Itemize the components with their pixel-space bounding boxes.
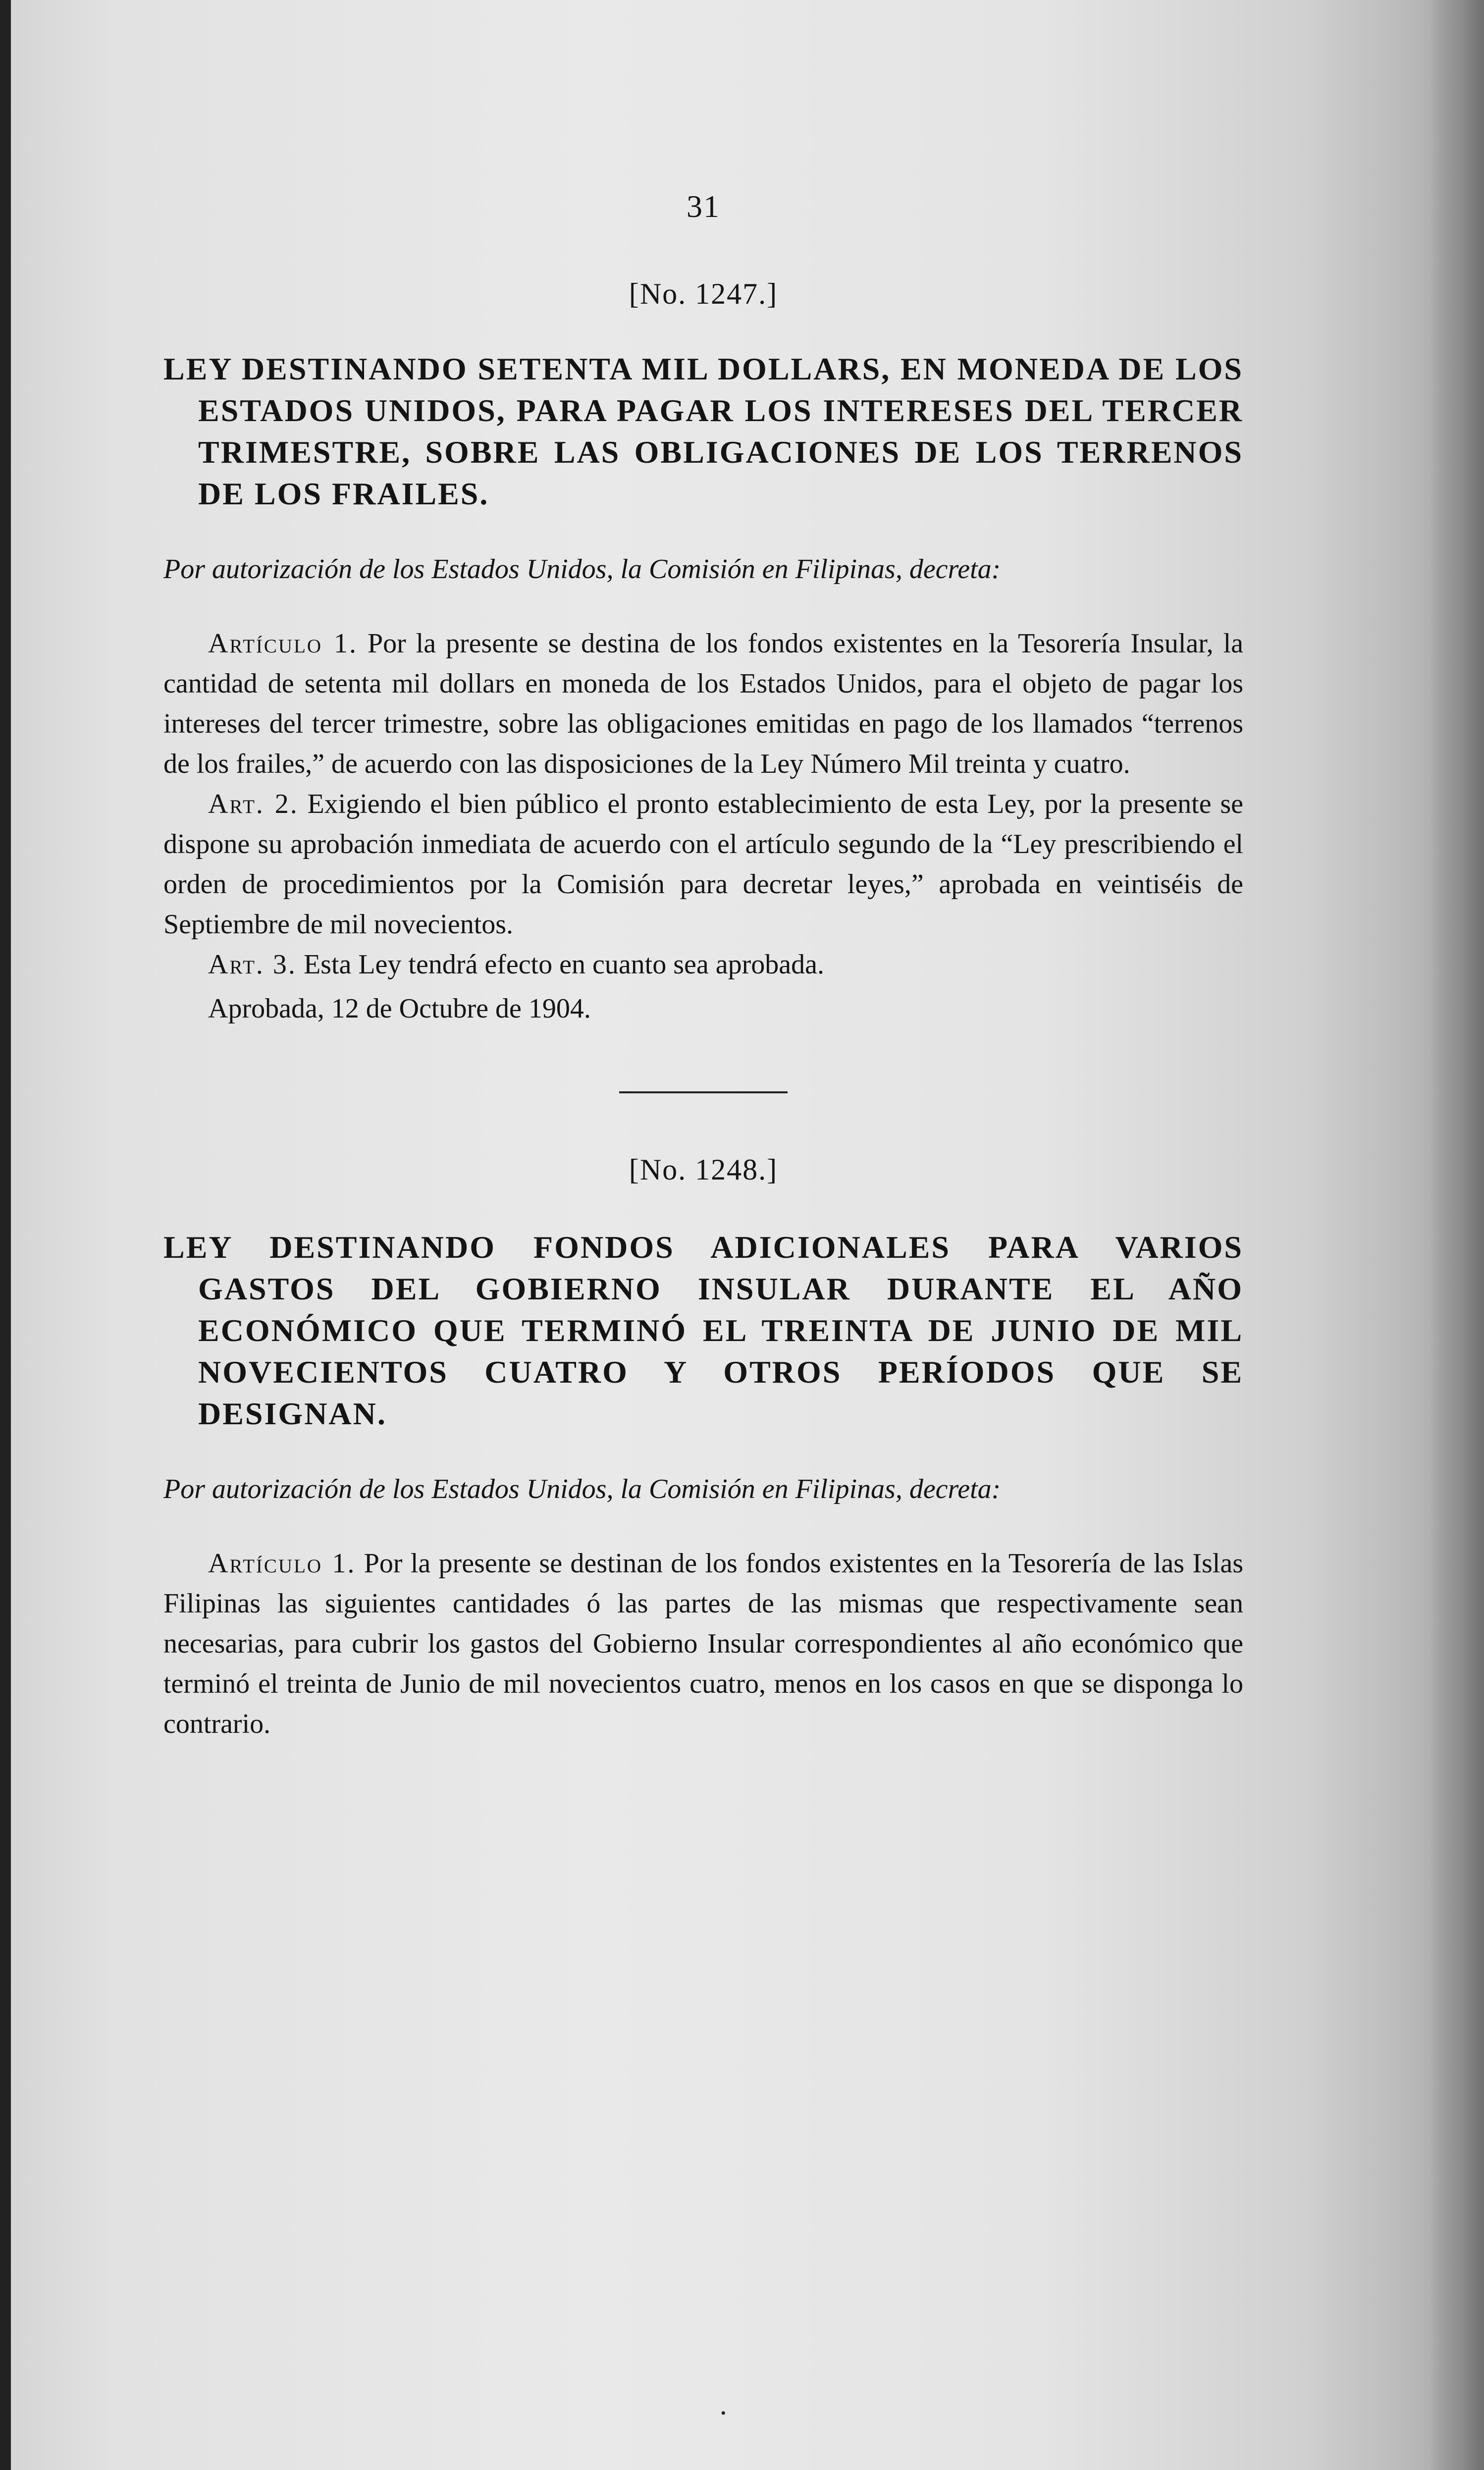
enacting-clause: Por autorización de los Estados Unidos, la Comisión en Filipinas, decreta:: [163, 554, 1001, 585]
law-section-1248: [163, 1153, 1243, 1744]
article-3: [163, 945, 1243, 985]
law-number: [No. 1248.]: [629, 1153, 778, 1186]
article-label: Art. 2.: [208, 789, 299, 819]
page-left-edge: [0, 0, 11, 2470]
law-title-text: LEY DESTINANDO SETENTA MIL DOLLARS, EN MONEDA DE LOS ESTADOS UNIDOS, PARA PAGAR LOS INTERESES DEL TERCER TRIMESTRE, SOBRE LAS OBLIGACIONES DE LOS TERRENOS DE LOS FRAILES.: [163, 351, 1243, 511]
article-text: Exigiendo el bien público el pronto establecimiento de esta Ley, por la presente se dispone su aprobación inmediata de acuerdo con el artículo segundo de la “Ley prescribiendo el orden de procedimientos por la Comisión para decretar leyes,” aprobada en veintiséis de Septiembre de mil novecientos.: [163, 789, 1243, 940]
law-number: [No. 1247.]: [629, 277, 778, 310]
page-number: 31: [687, 189, 720, 224]
enacting-clause: Por autorización de los Estados Unidos, la Comisión en Filipinas, decreta:: [163, 1474, 1001, 1504]
approval-date: Aprobada, 12 de Octubre de 1904.: [208, 993, 591, 1024]
article-1: [163, 1544, 1243, 1744]
article-label: Artículo 1.: [208, 628, 358, 659]
law-title: [163, 348, 1243, 515]
bottom-speck: •: [721, 2405, 726, 2421]
article-text: Por la presente se destinan de los fondos existentes en la Tesorería de las Islas Filipinas las siguientes cantidades ó las partes de las mismas que respectivamente sean necesarias, para cubrir los gastos del Gobierno Insular correspondientes al año económico que terminó el treinta de Junio de mil novecientos cuatro, menos en los casos en que se disponga lo contrario.: [163, 1548, 1244, 1739]
law-title: [163, 1227, 1243, 1435]
article-2: [163, 784, 1243, 945]
law-section-1247: [163, 277, 1243, 1029]
article-text: Por la presente se destina de los fondos existentes en la Tesorería Insular, la cantidad de setenta mil dollars en moneda de los Estados Unidos, para el objeto de pagar los intereses del tercer trimestre, sobre las obligaciones emitidas en pago de los llamados “terrenos de los frailes,” de acuerdo con las disposiciones de la Ley Número Mil treinta y cuatro.: [163, 628, 1243, 779]
article-label: Artículo 1.: [208, 1548, 356, 1579]
article-1: [163, 624, 1243, 784]
page-right-shadow: [1430, 0, 1484, 2470]
law-title-text: LEY DESTINANDO FONDOS ADICIONALES PARA VARIOS GASTOS DEL GOBIERNO INSULAR DURANTE EL AÑO ECONÓMICO QUE TERMINÓ EL TREINTA DE JUNIO DE MIL NOVECIENTOS CUATRO Y OTROS PERÍODOS QUE SE DESIGNAN.: [163, 1230, 1243, 1431]
article-text: Esta Ley tendrá efecto en cuanto sea aprobada.: [303, 949, 824, 980]
article-label: Art. 3.: [208, 949, 297, 980]
page-content: [163, 188, 1243, 1744]
section-divider: [619, 1091, 788, 1093]
